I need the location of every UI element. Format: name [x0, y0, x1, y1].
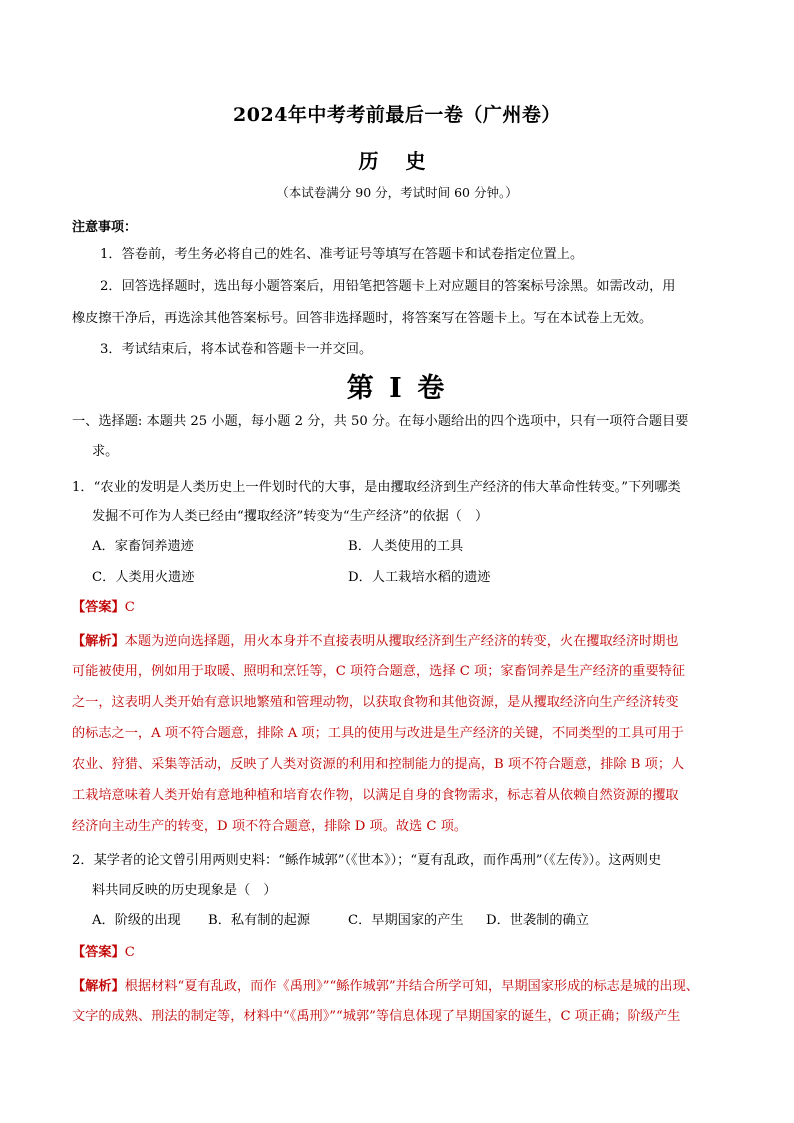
- q2-analysis-text-1: 根据材料“夏有乱政，而作《禹刑》”“鲧作城郭”并结合所学可知，早期国家形成的标志是城的出现、: [124, 979, 699, 994]
- q1-option-d: D．人工栽培水稻的遗迹: [348, 570, 491, 585]
- q2-answer-value: C: [124, 945, 135, 960]
- q1-analysis-line-3: 之一，这表明人类开始有意识地繁殖和管理动物，以获取食物和其他资源，是从攫取经济向生产经济转变: [72, 695, 679, 710]
- q1-stem-line-1: 1．“农业的发明是人类历史上一件划时代的大事，是由攫取经济到生产经济的伟大革命性转变。”下列哪类: [72, 480, 681, 495]
- q2-answer: [72, 944, 135, 962]
- q1-analysis-line-2: 可能被使用，例如用于取暖、照明和烹饪等，C 项符合题意，选择 C 项；家畜饲养是生产经济的重要特征: [72, 664, 686, 679]
- q1-analysis-line-6: 工栽培意味着人类开始有意地种植和培育农作物，以满足自身的食物需求，标志着从依赖自然资源的攫取: [72, 788, 679, 803]
- q2-analysis-label: 【解析】: [72, 979, 125, 994]
- q2-analysis-line-2: 文字的成熟、刑法的制定等，材料中“《禹刑》”“城郭”等信息体现了早期国家的诞生，C 项正确；阶级产生: [72, 1009, 681, 1024]
- q1-option-c: C．人类用火遗迹: [92, 570, 195, 585]
- q1-option-a: A．家畜饲养遗迹: [92, 539, 194, 554]
- q2-option-d: D．世袭制的确立: [486, 913, 589, 928]
- q1-stem-line-2: 发掘不可作为人类已经由“攫取经济”转变为“生产经济”的依据（ ）: [92, 509, 489, 524]
- q2-stem-line-1: 2．某学者的论文曾引用两则史料：“鲧作城郭”（《世本》）；“夏有乱政，而作禹刑”（《左传》）。这两则史: [72, 853, 662, 868]
- notice-item-1: 1．答卷前，考生务必将自己的姓名、准考证号等填写在答题卡和试卷指定位置上。: [100, 247, 584, 262]
- q1-analysis-label: 【解析】: [72, 634, 125, 649]
- q1-analysis-line-5: 农业、狩猎、采集等活动，反映了人类对资源的利用和控制能力的提高，B 项不符合题意，排除 B 项；人: [72, 757, 685, 772]
- q1-analysis-line-4: 的标志之一，A 项不符合题意，排除 A 项；工具的使用与改进是生产经济的关键，不同类型的工具可用于: [72, 726, 684, 741]
- q1-answer-value: C: [124, 600, 135, 615]
- q2-answer-label: 【答案】: [72, 945, 125, 960]
- q2-stem-line-2: 料共同反映的历史现象是（ ）: [92, 883, 277, 898]
- notice-item-3: 3．考试结束后，将本试卷和答题卡一并交回。: [100, 342, 373, 357]
- q2-option-c: C．早期国家的产生: [348, 913, 464, 928]
- notice-item-2-line-2: 橡皮擦干净后，再选涂其他答案标号。回答非选择题时，将答案写在答题卡上。写在本试卷上无效。: [72, 311, 653, 326]
- section-intro-line-1: 一、选择题: 本题共 25 小题，每小题 2 分，共 50 分。在每小题给出的四个选项中，只有一项符合题目要: [72, 414, 689, 429]
- q2-option-b: B．私有制的起源: [208, 913, 311, 928]
- notice-heading: 注意事项：: [72, 220, 138, 235]
- exam-title: 2024年中考考前最后一卷（广州卷）: [233, 104, 561, 126]
- notice-item-2-line-1: 2．回答选择题时，选出每小题答案后，用铅笔把答题卡上对应题目的答案标号涂黑。如需改动，用: [100, 279, 676, 294]
- subject-title: 历 史: [358, 149, 436, 173]
- q1-answer: [72, 599, 135, 617]
- exam-info: （本试卷满分 90 分，考试时间 60 分钟。）: [276, 185, 518, 200]
- q2-option-a: A．阶级的出现: [92, 913, 181, 928]
- q1-answer-label: 【答案】: [72, 600, 125, 615]
- section-title: 第 I 卷: [346, 373, 448, 404]
- q1-analysis-text-1: 本题为逆向选择题，用火本身并不直接表明从攫取经济到生产经济的转变，火在攫取经济时期也: [124, 634, 679, 649]
- q1-analysis-line-7: 经济向主动生产的转变，D 项不符合题意，排除 D 项。故选 C 项。: [72, 819, 468, 834]
- q1-option-b: B．人类使用的工具: [348, 539, 464, 554]
- section-intro-line-2: 求。: [92, 444, 119, 459]
- q2-analysis-line-1: [72, 978, 699, 996]
- q1-analysis-line-1: [72, 633, 679, 651]
